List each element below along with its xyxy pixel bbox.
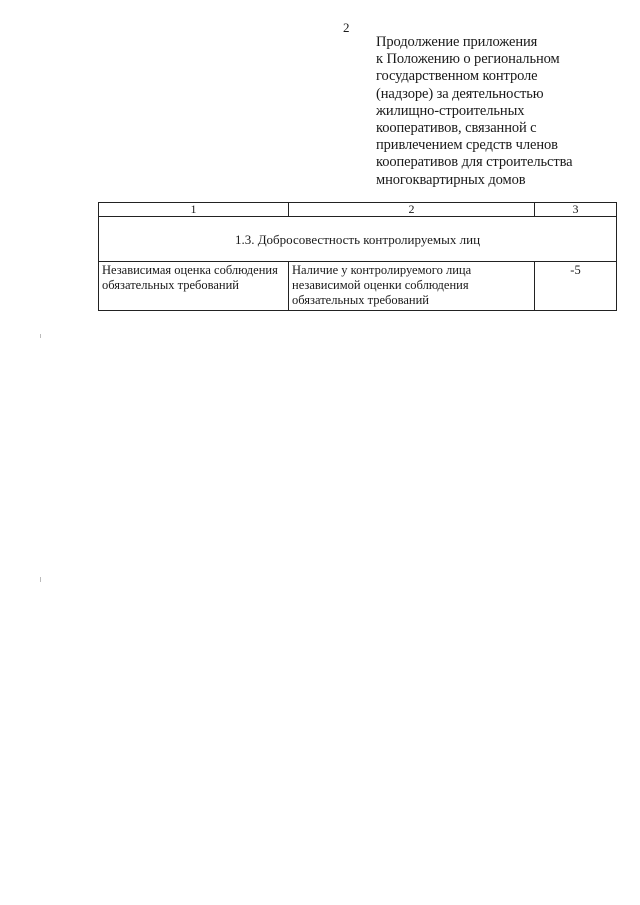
appendix-header-line: кооперативов для строительства	[376, 154, 573, 171]
page-number: 2	[343, 20, 350, 35]
table-section-row	[99, 217, 617, 262]
appendix-header-line: привлечением средств членов	[376, 137, 558, 154]
appendix-header-line: к Положению о региональном	[376, 51, 560, 68]
section-title: 1.3. Добросовестность контролируемых лиц	[99, 217, 617, 262]
indicator-cell: Наличие у контролируемого лица независимой оценки соблюдения обязательных требований	[289, 262, 535, 311]
column-number-2: 2	[289, 203, 535, 217]
appendix-header-line: (надзоре) за деятельностью	[376, 85, 544, 102]
scan-artifact-mark	[40, 577, 41, 582]
table-header-row	[99, 203, 617, 217]
appendix-header	[376, 34, 616, 189]
column-number-3: 3	[535, 203, 617, 217]
criteria-table	[98, 202, 617, 311]
table-row	[99, 262, 617, 311]
criterion-cell: Независимая оценка соблюдения обязательных требований	[99, 262, 289, 311]
appendix-header-line: многоквартирных домов	[376, 171, 526, 188]
appendix-header-line: кооперативов, связанной с	[376, 120, 537, 137]
appendix-header-line: государственном контроле	[376, 68, 538, 85]
appendix-header-line: Продолжение приложения	[376, 34, 538, 50]
scan-artifact-mark	[40, 334, 41, 338]
score-cell: -5	[535, 262, 617, 311]
column-number-1: 1	[99, 203, 289, 217]
appendix-header-line: жилищно-строительных	[376, 102, 525, 119]
